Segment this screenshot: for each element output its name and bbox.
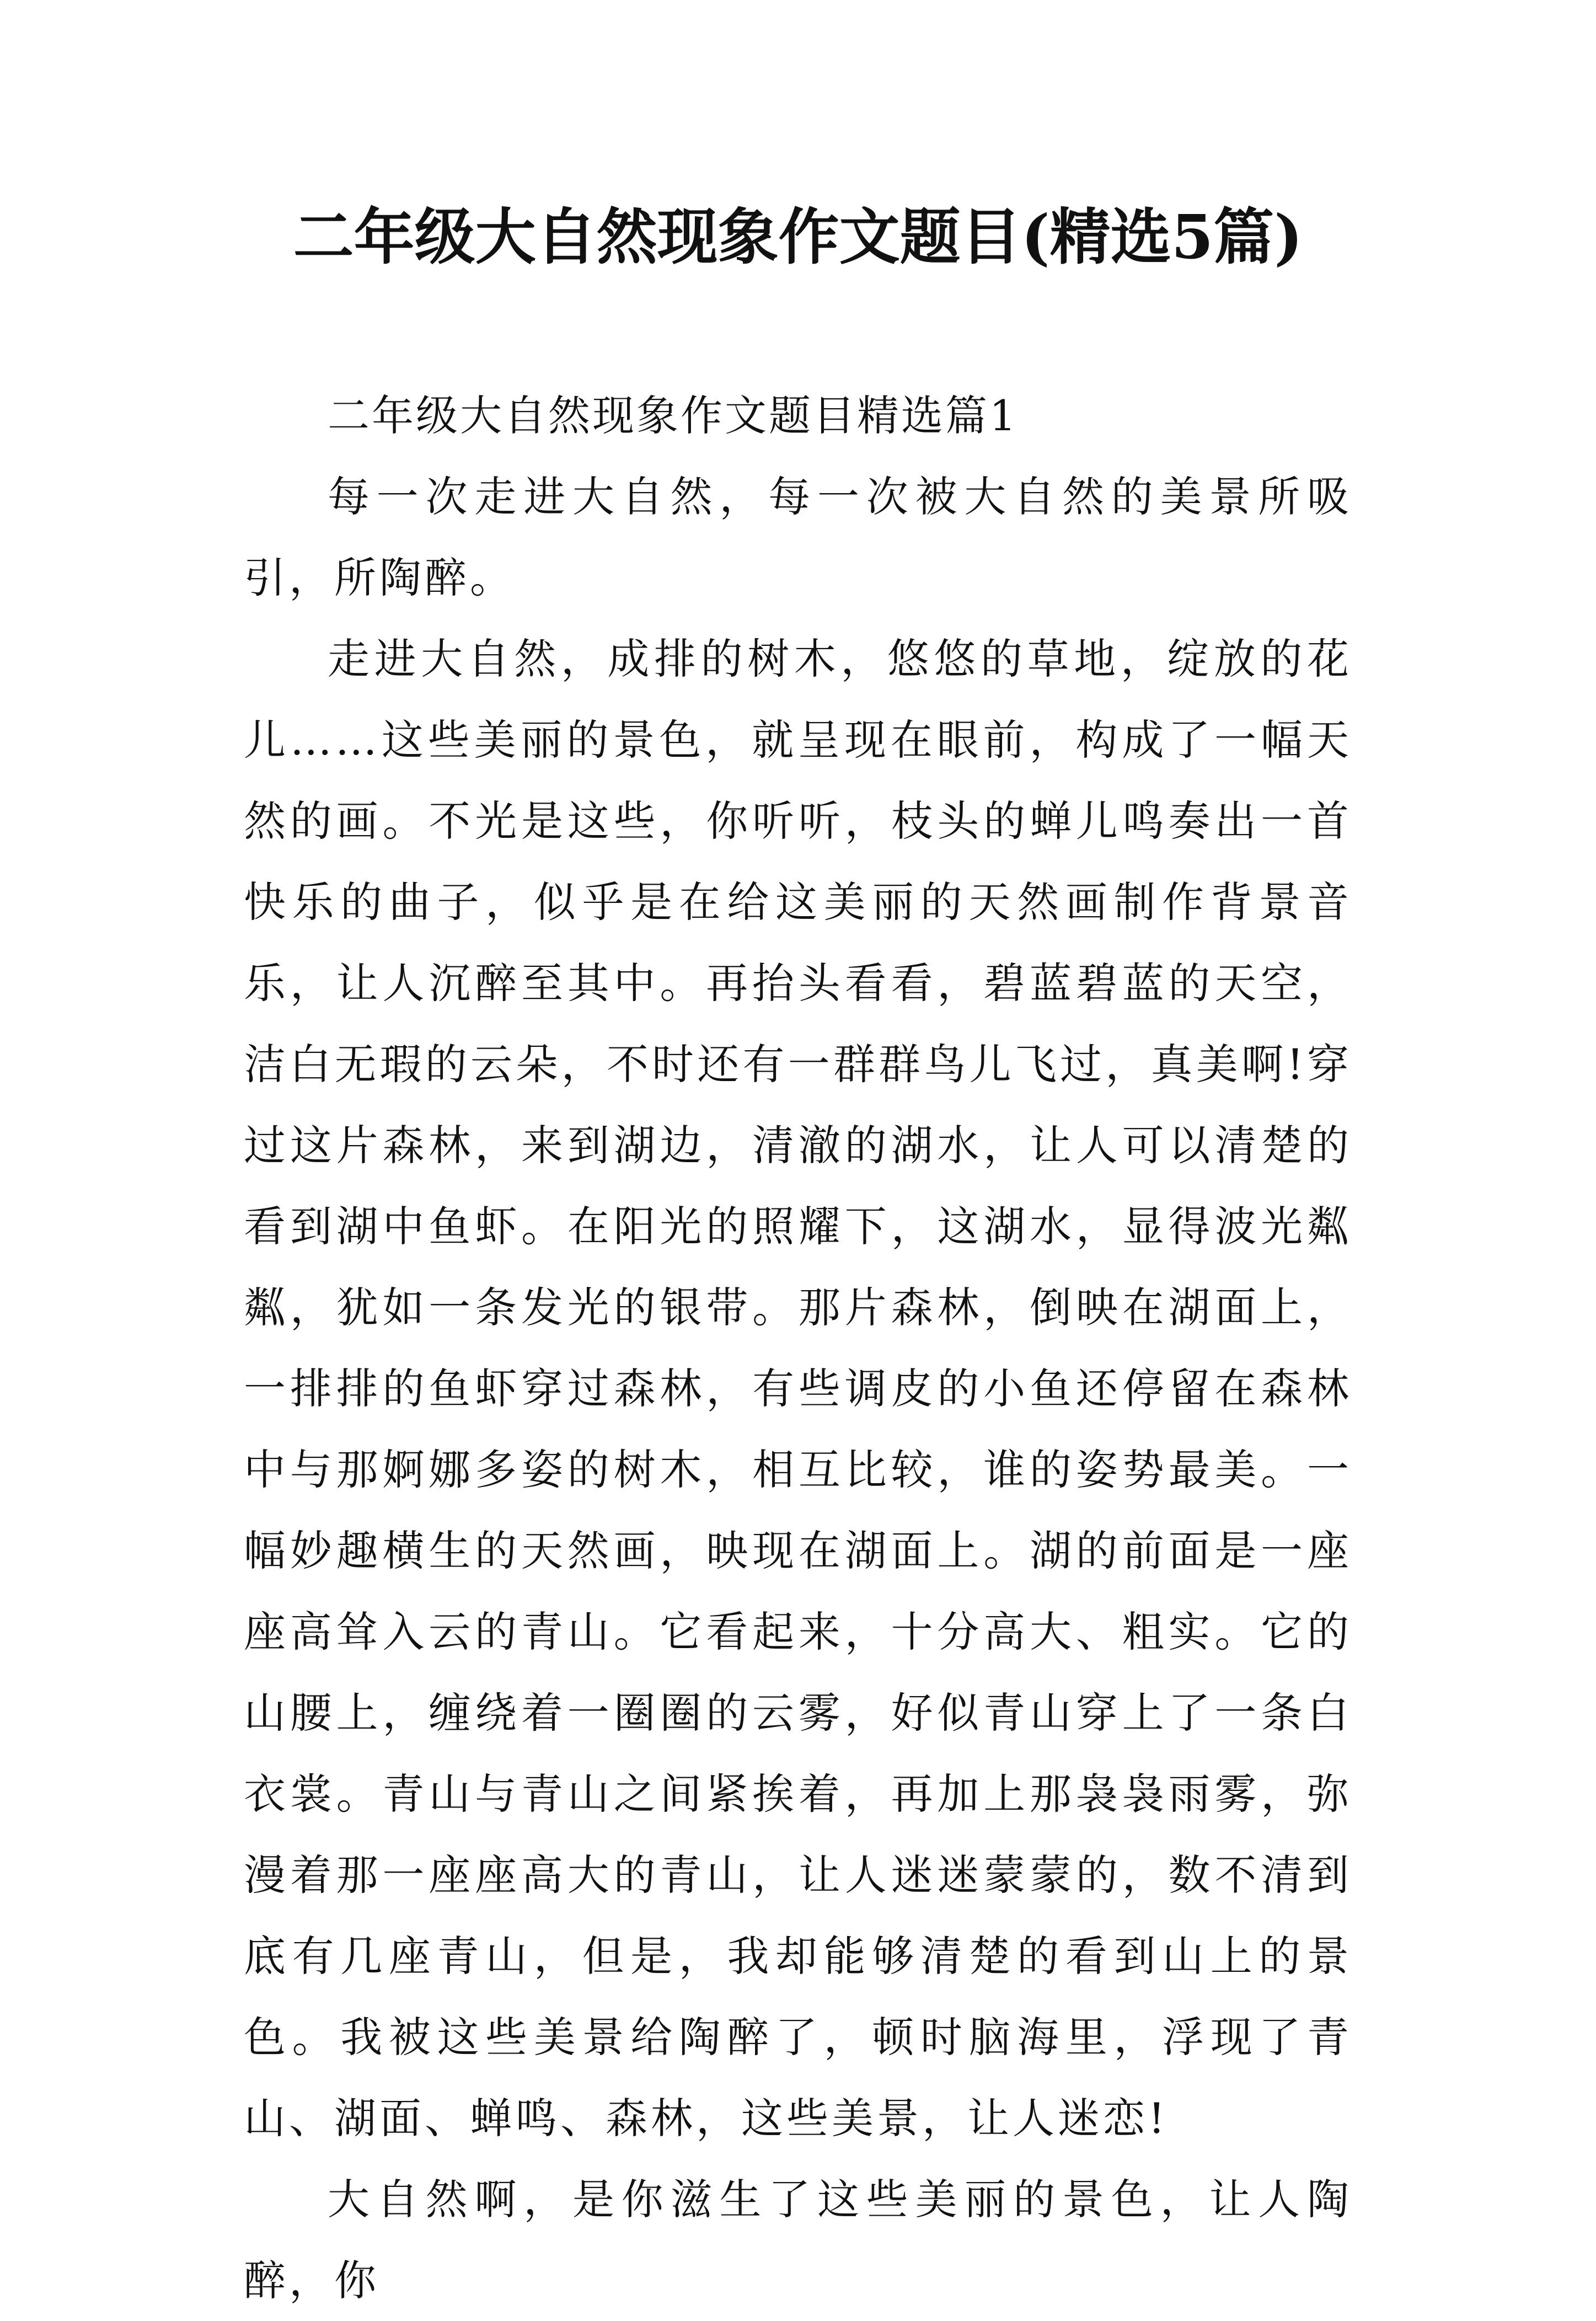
paragraph-2: 走进大自然，成排的树木，悠悠的草地，绽放的花儿……这些美丽的景色，就呈现在眼前，构成了一幅天然的画。不光是这些，你听听，枝头的蝉儿鸣奏出一首快乐的曲子，似乎是在给这美丽的天然画制作背景音乐，让人沉醉至其中。再抬头看看，碧蓝碧蓝的天空，洁白无瑕的云朵，不时还有一群群鸟儿飞过，真美啊!穿过这片森林，来到湖边，清澈的湖水，让人可以清楚的看到湖中鱼虾。在阳光的照耀下，这湖水，显得波光粼粼，犹如一条发光的银带。那片森林，倒映在湖面上，一排排的鱼虾穿过森林，有些调皮的小鱼还停留在森林中与那婀娜多姿的树木，相互比较，谁的姿势最美。一幅妙趣横生的天然画，映现在湖面上。湖的前面是一座座高耸入云的青山。它看起来，十分高大、粗实。它的山腰上，缠绕着一圈圈的云雾，好似青山穿上了一条白衣裳。青山与青山之间紧挨着，再加上那袅袅雨雾，弥漫着那一座座高大的青山，让人迷迷蒙蒙的，数不清到底有几座青山，但是，我却能够清楚的看到山上的景色。我被这些美景给陶醉了，顿时脑海里，浮现了青山、湖面、蝉鸣、森林，这些美景，让人迷恋! [244, 634, 1352, 2143]
document-body [244, 375, 1352, 2321]
paragraph-1: 每一次走进大自然，每一次被大自然的美景所吸引，所陶醉。 [244, 472, 1352, 602]
paragraph-3: 大自然啊，是你滋生了这些美丽的景色，让人陶醉，你 [244, 2175, 1352, 2305]
section-heading: 二年级大自然现象作文题目精选篇1 [328, 391, 1019, 440]
document-title: 二年级大自然现象作文题目(精选5篇) [293, 201, 1303, 272]
